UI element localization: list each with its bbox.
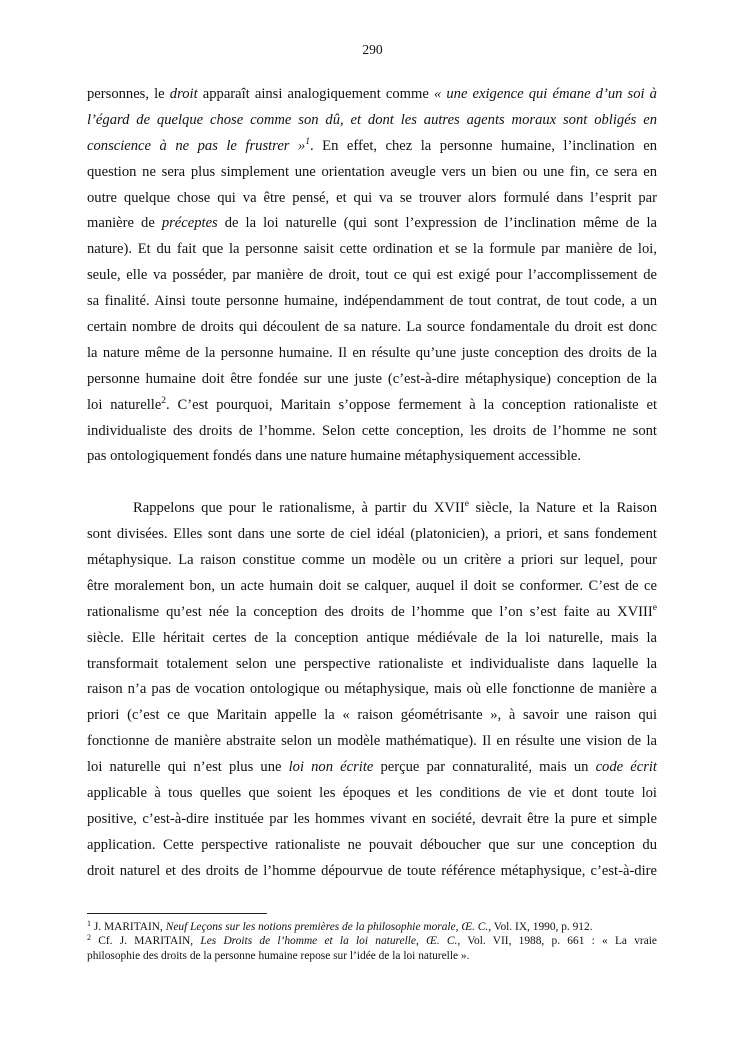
body-line: droit naturel et des droits de l’homme dépourvue de toute référence métaphysique, c’est-à-dire — [87, 862, 657, 879]
body-line: raison n’a pas de vocation ontologique ou métaphysique, mais où elle fonctionne de manière a — [87, 681, 657, 698]
body-line: priori (c’est ce que Maritain appelle la « raison géométrisante », à savoir une raison qui — [87, 707, 657, 724]
body-line: loi naturelle qui n’est plus une loi non écrite perçue par connaturalité, mais un code écrit — [87, 759, 657, 776]
body-line: Rappelons que pour le rationalisme, à partir du XVIIe siècle, la Nature et la Raison — [133, 499, 657, 517]
body-line: la nature même de la personne humaine. Il en résulte qu’une juste conception des droits de la — [87, 344, 657, 361]
body-line: application. Cette perspective rationaliste ne pouvait déboucher que sur une conception du — [87, 836, 657, 853]
body-line: l’égard de quelque chose comme son dû, et dont les autres agents moraux sont obligés en — [87, 111, 657, 128]
body-line: rationalisme qu’est née la conception des droits de l’homme que l’on s’est faite au XVIIIe — [87, 602, 657, 620]
footnote-1: $^1$ J. MARITAIN, Neuf Leçons sur les notions premières de la philosophie morale, Œ. C., Vol. IX, 1990, p. 912. — [87, 919, 593, 933]
footnote-2-continuation: philosophie des droits de la personne humaine repose sur l’idée de la loi naturelle ». — [87, 949, 470, 962]
footnote-2: $^2$ Cf. J. MARITAIN, Les Droits de l’homme et la loi naturelle, Œ. C., Vol. VII, 1988, p. 661 : « La vraie — [87, 933, 657, 948]
body-line: sont divisées. Elles sont dans une sorte de ciel idéal (platonicien), a priori, et sans fondement — [87, 526, 657, 543]
body-line: conscience à ne pas le frustrer »$^1$. En effet, chez la personne humaine, l’inclination en — [87, 136, 657, 154]
page-number: 290 — [362, 42, 383, 57]
body-line: certain nombre de droits qui découlent de sa nature. La source fondamentale du droit est donc — [87, 319, 657, 336]
body-line: question ne sera plus simplement une orientation aveugle vers un bien ou une fin, ce sera en — [87, 163, 657, 180]
footnotes — [87, 920, 657, 963]
body-line: loi naturelle$^2$. C’est pourquoi, Maritain s’oppose fermement à la conception rationaliste et — [87, 395, 657, 413]
body-line: applicable à tous quelles que soient les époques et les conditions de vie et dont toute loi — [87, 785, 657, 802]
body-line: pas ontologiquement fondés dans une nature humaine métaphysiquement accessible. — [87, 448, 582, 465]
body-text — [87, 82, 657, 885]
body-line: fonctionne de manière abstraite selon un modèle mathématique). Il en résulte une vision de la — [87, 733, 657, 750]
body-line: individualiste des droits de l’homme. Selon cette conception, les droits de l’homme ne sont — [87, 422, 657, 439]
body-line: nature). Et du fait que la personne saisit cette ordination et se la formule par manière de loi, — [87, 241, 657, 258]
paragraph-gap — [87, 470, 657, 496]
body-line: être moralement bon, un acte humain doit se calquer, auquel il doit se conformer. C’est de ce — [87, 577, 657, 594]
body-line: seule, elle va posséder, par manière de droit, tout ce qui est exigé pour l’accomplissement de — [87, 267, 657, 284]
body-line: personnes, le droit apparaît ainsi analogiquement comme « une exigence qui émane d’un soi à — [87, 86, 657, 102]
body-line: métaphysique. La raison constitue comme un modèle ou un critère a priori sur lequel, pour — [87, 552, 657, 569]
body-line: siècle. Elle héritait certes de la conception antique médiévale de la loi naturelle, mais la — [87, 629, 657, 646]
body-line: personne humaine doit être fondée sur une juste (c’est-à-dire métaphysique) conception de la — [87, 370, 657, 387]
body-line: manière de préceptes de la loi naturelle (qui sont l’expression de l’inclination même de la — [87, 215, 657, 232]
footnote-separator — [87, 913, 267, 914]
body-line: sa finalité. Ainsi toute personne humaine, indépendamment de tout contrat, de tout code, a un — [87, 293, 657, 310]
body-line: positive, c’est-à-dire instituée par les hommes vivant en société, devrait être la pure et simple — [87, 810, 657, 827]
body-line: outre quelque chose qui va être pensé, et qui va se trouver alors formulé dans l’esprit par — [87, 189, 657, 206]
body-line: transformait totalement selon une perspective rationaliste et individualiste dans laquelle la — [87, 655, 657, 672]
